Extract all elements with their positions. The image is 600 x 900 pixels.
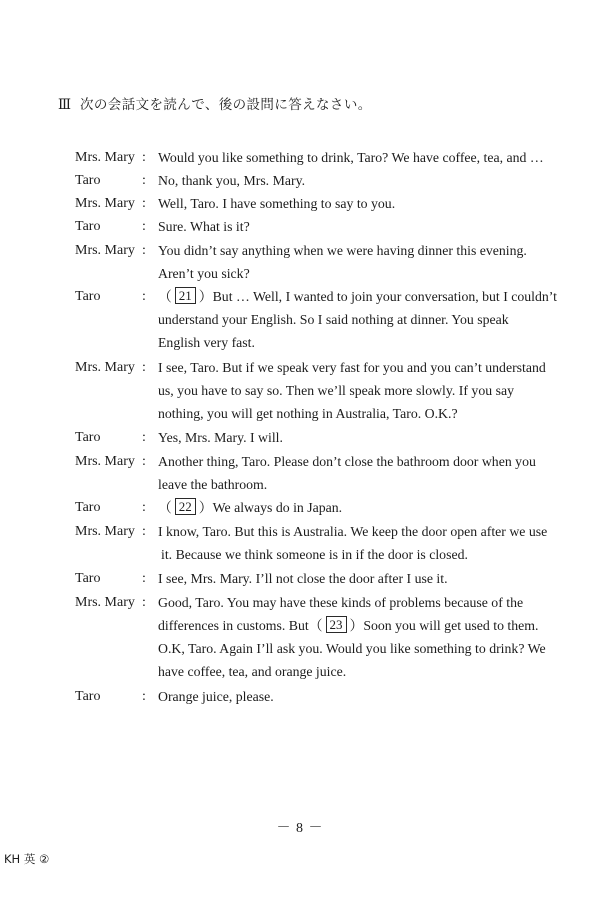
utterance-line: Well, Taro. I have something to say to you. <box>158 196 396 211</box>
utterance-line: understand your English. So I said nothing at dinner. You speak <box>158 312 509 327</box>
speaker-name: Mrs. Mary <box>75 595 135 610</box>
speaker-name: Mrs. Mary <box>75 360 135 375</box>
utterance-line: Sure. What is it? <box>158 219 250 234</box>
speaker-colon: : <box>142 500 146 515</box>
utterance-text: differences in customs. But <box>158 618 309 633</box>
speaker-colon: : <box>142 595 146 610</box>
utterance-line: Another thing, Taro. Please don’t close the bathroom door when you <box>158 454 536 469</box>
speaker-colon: : <box>142 150 146 165</box>
speaker-name: Taro <box>75 289 101 304</box>
utterance-line: us, you have to say so. Then we’ll speak more slowly. If you say <box>158 383 514 398</box>
speaker-colon: : <box>142 289 146 304</box>
close-paren: ） <box>198 500 213 515</box>
utterance-line: English very fast. <box>158 335 255 350</box>
page-number: － 8 － <box>276 821 324 836</box>
section-heading <box>58 93 372 113</box>
utterance-line: No, thank you, Mrs. Mary. <box>158 173 306 188</box>
exam-code: KH 英 ② <box>4 852 50 866</box>
speaker-colon: : <box>142 571 146 586</box>
utterance-line: nothing, you will get nothing in Australia, Taro. O.K.? <box>158 406 458 421</box>
speaker-name: Taro <box>75 689 101 704</box>
speaker-name: Mrs. Mary <box>75 243 135 258</box>
utterance-line <box>158 496 342 519</box>
utterance-text: But … Well, I wanted to join your conversation, but I couldn’t <box>212 289 557 304</box>
utterance-text: Soon you will get used to them. <box>363 618 539 633</box>
utterance-line: have coffee, tea, and orange juice. <box>158 664 347 679</box>
close-paren: ） <box>349 618 364 633</box>
speaker-name: Mrs. Mary <box>75 196 135 211</box>
open-paren: （ <box>158 289 172 304</box>
speaker-colon: : <box>142 243 146 258</box>
utterance-line: Yes, Mrs. Mary. I will. <box>158 430 283 445</box>
speaker-name: Taro <box>75 500 101 515</box>
utterance-line: it. Because we think someone is in if the door is closed. <box>161 547 468 562</box>
speaker-colon: : <box>142 430 146 445</box>
utterance-line: O.K, Taro. Again I’ll ask you. Would you like something to drink? We <box>158 641 546 656</box>
speaker-colon: : <box>142 689 146 704</box>
section-numeral: Ⅲ <box>58 97 72 113</box>
answer-blank-23[interactable]: 23 <box>326 616 347 633</box>
speaker-colon: : <box>142 524 146 539</box>
utterance-line: You didn’t say anything when we were having dinner this evening. <box>158 243 527 258</box>
open-paren: （ <box>308 618 323 633</box>
speaker-name: Taro <box>75 173 101 188</box>
answer-blank-22[interactable]: 22 <box>175 498 196 515</box>
utterance-line: I know, Taro. But this is Australia. We keep the door open after we use <box>158 524 548 539</box>
utterance-text: We always do in Japan. <box>212 500 343 515</box>
speaker-name: Taro <box>75 571 101 586</box>
speaker-colon: : <box>142 173 146 188</box>
speaker-colon: : <box>142 454 146 469</box>
utterance-line: Orange juice, please. <box>158 689 274 704</box>
utterance-line: I see, Taro. But if we speak very fast for you and you can’t understand <box>158 360 546 375</box>
utterance-line: Good, Taro. You may have these kinds of problems because of the <box>158 595 524 610</box>
utterance-line: I see, Mrs. Mary. I’ll not close the door after I use it. <box>158 571 448 586</box>
speaker-colon: : <box>142 219 146 234</box>
answer-blank-21[interactable]: 21 <box>175 287 196 304</box>
speaker-name: Taro <box>75 430 101 445</box>
utterance-line <box>158 614 538 637</box>
utterance-line: Would you like something to drink, Taro? We have coffee, tea, and … <box>158 150 544 165</box>
utterance-line: leave the bathroom. <box>158 477 268 492</box>
section-instruction: 次の会話文を読んで、後の設問に答えなさい。 <box>80 97 372 113</box>
open-paren: （ <box>158 500 172 515</box>
utterance-line <box>158 285 557 308</box>
speaker-name: Mrs. Mary <box>75 454 135 469</box>
speaker-name: Mrs. Mary <box>75 524 135 539</box>
speaker-colon: : <box>142 360 146 375</box>
speaker-colon: : <box>142 196 146 211</box>
utterance-line: Aren’t you sick? <box>158 266 250 281</box>
speaker-name: Taro <box>75 219 101 234</box>
speaker-name: Mrs. Mary <box>75 150 135 165</box>
close-paren: ） <box>198 289 213 304</box>
